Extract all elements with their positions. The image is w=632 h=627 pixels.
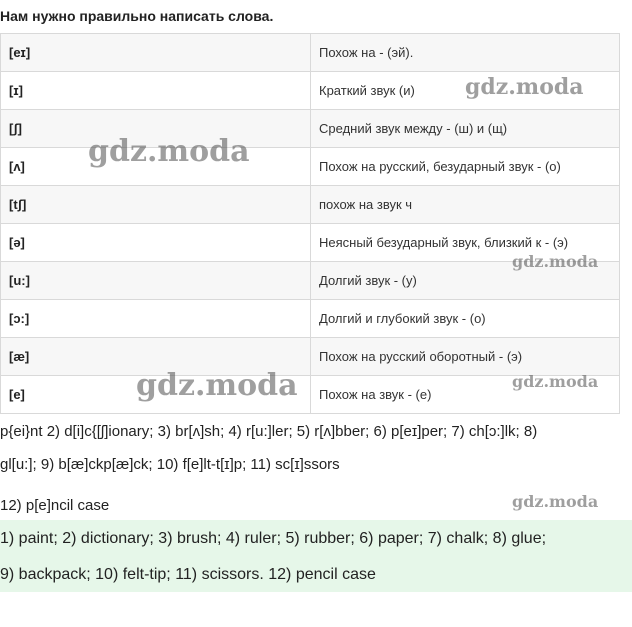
watermark-logo: gdz.moda	[88, 134, 250, 169]
sound-description: Похож на русский, безударный звук - (о)	[311, 148, 620, 186]
answer-words-line-2: 9) backpack; 10) felt-tip; 11) scissors. 12) pencil case	[0, 566, 376, 583]
sound-description: похож на звук ч	[311, 186, 620, 224]
answer-phonetic-line-3: 12) p[e]ncil case	[0, 497, 110, 514]
phonetic-symbol: [ɔ:]	[1, 300, 311, 338]
sound-description: Неясный безударный звук, близкий к - (э)	[311, 224, 620, 262]
watermark-logo: gdz.moda	[465, 74, 584, 100]
table-row	[1, 186, 620, 224]
table-row	[1, 148, 620, 186]
phonetic-symbol: [ə]	[1, 224, 311, 262]
sound-description: Средний звук между - (ш) и (щ)	[311, 110, 620, 148]
sound-description: Похож на звук - (е)	[311, 376, 620, 414]
phonetics-table	[0, 33, 620, 414]
phonetic-symbol: [u:]	[1, 262, 311, 300]
page-heading: Нам нужно правильно написать слова.	[0, 8, 274, 24]
sound-description: Краткий звук (и)	[311, 72, 620, 110]
phonetic-symbol: [ʌ]	[1, 148, 311, 186]
phonetic-symbol: [e]	[1, 376, 311, 414]
sound-description: Долгий звук - (у)	[311, 262, 620, 300]
phonetic-symbol: [ɪ]	[1, 72, 311, 110]
watermark-logo: gdz.moda	[512, 372, 599, 391]
watermark-logo: gdz.moda	[512, 492, 599, 511]
table-row	[1, 110, 620, 148]
answer-phonetic-line-1: p{ei}nt 2) d[i]c{[ʃ]ionary; 3) br[ʌ]sh; 4) r[u:]ler; 5) r[ʌ]bber; 6) p[eɪ]per; 7) ch[ɔ:]lk; 8)	[0, 423, 538, 440]
table-row	[1, 224, 620, 262]
sound-description: Похож на русский оборотный - (э)	[311, 338, 620, 376]
phonetic-symbol: [eɪ]	[1, 34, 311, 72]
watermark-logo: gdz.moda	[512, 252, 599, 271]
answer-words-line-1: 1) paint; 2) dictionary; 3) brush; 4) ruler; 5) rubber; 6) paper; 7) chalk; 8) glue;	[0, 530, 547, 547]
watermark-logo: gdz.moda	[136, 368, 298, 403]
phonetic-symbol: [ʃ]	[1, 110, 311, 148]
table-row	[1, 262, 620, 300]
table-row	[1, 376, 620, 414]
sound-description: Похож на - (эй).	[311, 34, 620, 72]
sound-description: Долгий и глубокий звук - (о)	[311, 300, 620, 338]
table-row	[1, 300, 620, 338]
answer-words-box	[0, 520, 632, 592]
answer-phonetic-line-2: gl[u:]; 9) b[æ]ckp[æ]ck; 10) f[e]lt-t[ɪ]p; 11) sc[ɪ]ssors	[0, 456, 340, 473]
table-row	[1, 72, 620, 110]
phonetic-symbol: [æ]	[1, 338, 311, 376]
phonetic-symbol: [tʃ]	[1, 186, 311, 224]
table-row	[1, 338, 620, 376]
table-row	[1, 34, 620, 72]
